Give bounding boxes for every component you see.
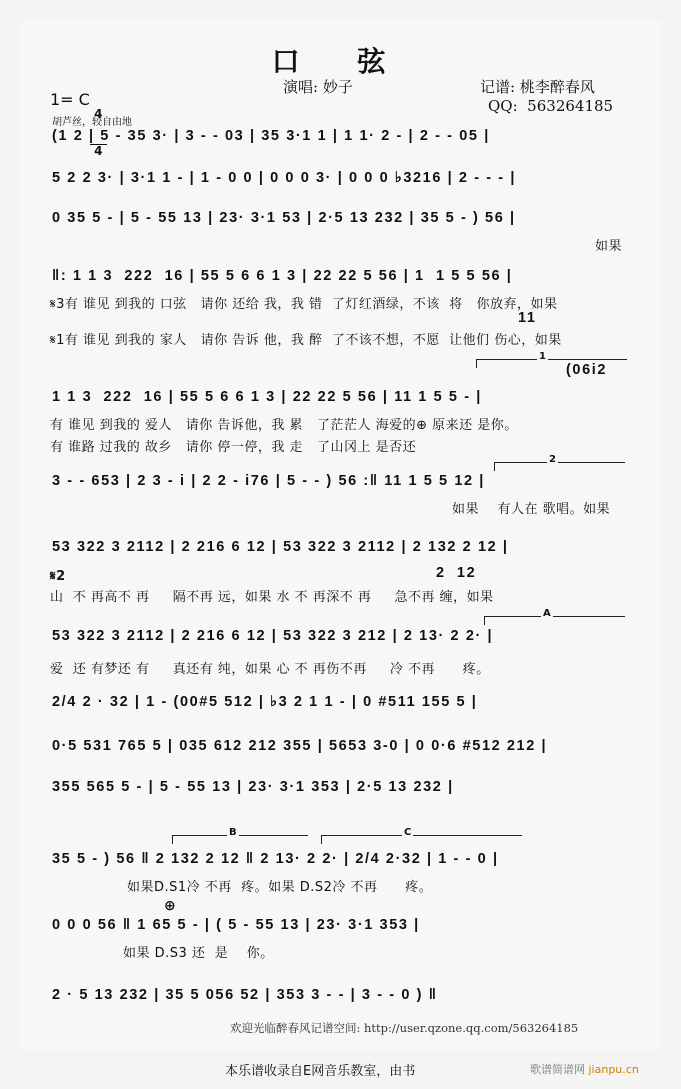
lyric-line: 如果	[595, 239, 623, 254]
alternate-notes: 11	[518, 310, 537, 326]
section-bracket-c	[321, 827, 522, 844]
notation-row-3: 0 35 5 - | 5 - 55 13 | 23· 3·1 53 | 2·5 13 232 | 35 5 - ) 56 |	[52, 210, 516, 226]
notation-row-5: 1 1 3 222 16 | 55 5 6 6 1 3 | 22 22 5 56 | 11 1 5 5 - |	[52, 389, 482, 405]
welcome-link-text: 欢迎光临醉春风记谱空间: http://user.qzone.qq.com/563264185	[230, 1021, 579, 1035]
watermark-en: jianpu.cn	[588, 1063, 639, 1076]
lyric-line: 如果 有人在 歌唱。如果	[452, 502, 611, 517]
lyric-line: 𝄋3有 谁见 到我的 口弦 请你 还给 我，我 错 了灯红酒绿，不该 将 你放弃，如果	[50, 297, 558, 312]
segno-mark: 𝄋2	[50, 569, 66, 584]
intro-notes: (06i2	[566, 362, 608, 378]
notation-row-7: 53 322 3 2112 | 2 216 6 12 | 53 322 3 2112 | 2 132 2 12 |	[52, 539, 509, 555]
notation-row-14: 2 · 5 13 232 | 35 5 056 52 | 353 3 - - | 3 - - 0 ) ‖	[52, 987, 438, 1003]
notation-row-12: 35 5 - ) 56 ‖ 2 132 2 12 ‖ 2 13· 2 2· | 2/4 2·32 | 1 - - 0 |	[52, 851, 499, 867]
section-bracket-b	[172, 827, 308, 844]
notation-row-10: 0·5 531 765 5 | 035 612 212 355 | 5653 3-0 | 0 0·6 #512 212 |	[52, 738, 548, 754]
lyric-line: 有 谁见 到我的 爱人 请你 告诉他，我 累 了茫茫人 海爱的⊕ 原来还 是你。	[50, 418, 518, 433]
source-note: 本乐谱收录自E网音乐教室，由书	[225, 1064, 416, 1079]
watermark-cn: 歌谱简谱网	[530, 1063, 585, 1076]
notation-row-8: 53 322 3 2112 | 2 216 6 12 | 53 322 3 212 | 2 13· 2 2· |	[52, 628, 494, 644]
section-label: A	[543, 608, 551, 619]
notation-row-4: ‖: 1 1 3 222 16 | 55 5 6 6 1 3 | 22 22 5 56 | 1 1 5 5 56 |	[52, 268, 513, 284]
singer-credit: 演唱: 妙子	[283, 78, 353, 96]
time-numerator: 4	[94, 107, 103, 121]
lyric-line: 如果D.S1冷 不再 疼。如果 D.S2冷 不再 疼。	[127, 880, 433, 895]
lyric-line: 𝄋1有 谁见 到我的 家人 请你 告诉 他，我 醉 了不该不想，不愿 让他们 伤心，如果	[50, 333, 562, 348]
section-label: C	[404, 827, 412, 838]
notation-row-1: (1 2 | 5 - 35 3· | 3 - - 03 | 35 3·1 1 | 1 1· 2 - | 2 - - 05 |	[52, 128, 490, 144]
qq-number: QQ: 563264185	[488, 97, 614, 115]
time-denominator: 4	[90, 144, 107, 157]
transcriber-credit: 记谱: 桃李醉春风	[480, 78, 595, 96]
coda-sign: ⊕	[164, 898, 176, 914]
watermark-logo	[530, 1061, 639, 1077]
lyric-line: 如果 D.S3 还 是 你。	[123, 946, 274, 961]
section-label: B	[229, 827, 237, 838]
section-bracket-a	[484, 608, 625, 625]
tempo-instruction: 胡芦丝，较自由地	[52, 117, 132, 128]
lyric-line: 山 不 再高不 再 隔不再 远，如果 水 不 再深不 再 急不再 缠，如果	[50, 590, 494, 605]
volta-label: 1	[539, 351, 546, 362]
volta-label: 2	[549, 454, 556, 465]
volta-bracket-2	[494, 454, 625, 471]
notation-row-13: 0 0 0 56 ‖ 1 65 5 - | ( 5 - 55 13 | 23· 3·1 353 |	[52, 917, 420, 933]
notation-row-11: 355 565 5 - | 5 - 55 13 | 23· 3·1 353 | 2·5 13 232 |	[52, 779, 454, 795]
lyric-line: 爱 还 有梦还 有 真还有 纯，如果 心 不 再伤不再 冷 不再 疼。	[50, 662, 490, 677]
lyric-line: 有 谁路 过我的 故乡 请你 停一停，我 走 了山冈上 是否还	[50, 440, 417, 455]
notation-row-9: 2/4 2 · 32 | 1 - (00#5 512 | ♭3 2 1 1 - | 0 #511 155 5 |	[52, 694, 478, 710]
alternate-notes: 2 12	[436, 565, 477, 581]
notation-row-2: 5 2 2 3· | 3·1 1 - | 1 - 0 0 | 0 0 0 3· | 0 0 0 ♭3216 | 2 - - - |	[52, 170, 517, 186]
notation-row-6: 3 - - 653 | 2 3 - i | 2 2 - i76 | 5 - - ) 56 :‖ 11 1 5 5 12 |	[52, 473, 485, 489]
song-title: 口 弦	[271, 45, 410, 78]
key-signature: 1= C	[50, 90, 90, 109]
